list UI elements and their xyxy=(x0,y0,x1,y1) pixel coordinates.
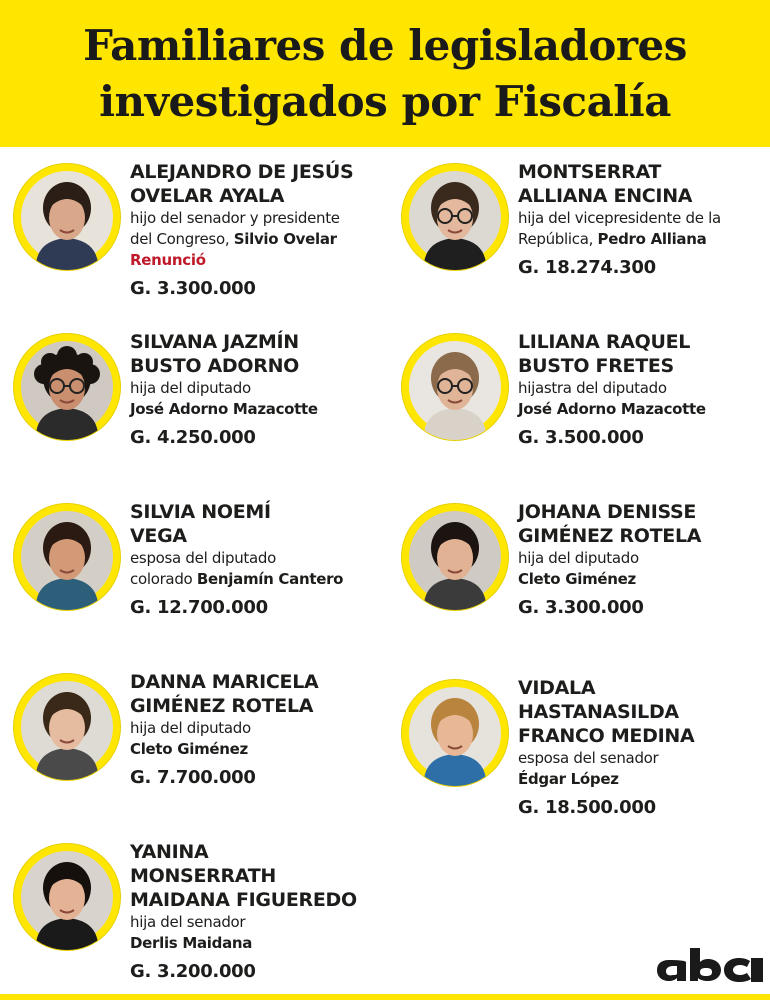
person-relation: hija del vicepresidente de la República, Pedro Alliana xyxy=(518,209,721,248)
person-amount: G. 3.300.000 xyxy=(518,597,644,618)
person-amount: G. 12.700.000 xyxy=(130,597,268,618)
person-relation: hija del senador Derlis Maidana xyxy=(130,913,253,952)
person-name: SILVIA NOEMÍ VEGA xyxy=(130,501,271,547)
person-card xyxy=(394,500,770,630)
person-name: YANINA MONSERRATH MAIDANA FIGUEREDO xyxy=(130,841,357,911)
person-name: JOHANA DENISSE GIMÉNEZ ROTELA xyxy=(518,501,702,547)
person-photo-icon xyxy=(14,334,120,440)
person-name: DANNA MARICELA GIMÉNEZ ROTELA xyxy=(130,671,319,717)
person-card xyxy=(6,840,386,990)
person-info xyxy=(130,840,386,984)
person-photo-icon xyxy=(14,164,120,270)
person-amount: G. 18.274.300 xyxy=(518,257,656,278)
person-amount: G. 3.300.000 xyxy=(130,278,256,299)
person-photo-icon xyxy=(402,680,508,786)
person-relation: hija del diputado José Adorno Mazacotte xyxy=(130,379,318,418)
person-relation: hijo del senador y presidente del Congreso, Silvio Ovelar xyxy=(130,209,340,248)
person-photo-icon xyxy=(402,334,508,440)
resignation-note: Renunció xyxy=(130,251,206,269)
person-name: LILIANA RAQUEL BUSTO FRETES xyxy=(518,331,691,377)
person-relation: hija del diputado Cleto Giménez xyxy=(518,549,639,588)
person-info xyxy=(130,500,386,620)
person-amount: G. 7.700.000 xyxy=(130,767,256,788)
person-info xyxy=(130,160,386,301)
person-photo-icon xyxy=(14,844,120,950)
person-info xyxy=(518,500,770,620)
person-amount: G. 18.500.000 xyxy=(518,797,656,818)
person-card xyxy=(6,160,386,310)
person-amount: G. 4.250.000 xyxy=(130,427,256,448)
header-banner xyxy=(0,0,770,147)
person-relation: hijastra del diputado José Adorno Mazacotte xyxy=(518,379,706,418)
bottom-accent-bar xyxy=(0,994,770,1000)
person-info xyxy=(130,670,386,790)
person-card xyxy=(6,330,386,460)
person-name: ALEJANDRO DE JESÚS OVELAR AYALA xyxy=(130,161,354,207)
person-info xyxy=(130,330,386,450)
person-relation: hija del diputado Cleto Giménez xyxy=(130,719,251,758)
person-relation: esposa del diputado colorado Benjamín Cantero xyxy=(130,549,344,588)
person-info xyxy=(518,676,770,820)
person-card xyxy=(394,160,770,290)
person-photo-icon xyxy=(402,504,508,610)
person-photo-icon xyxy=(402,164,508,270)
person-card xyxy=(6,500,386,630)
person-card xyxy=(6,670,386,800)
person-amount: G. 3.200.000 xyxy=(130,961,256,982)
person-amount: G. 3.500.000 xyxy=(518,427,644,448)
title-line-1: Familiares de legisladores xyxy=(83,20,687,70)
person-card xyxy=(394,330,770,460)
person-name: SILVANA JAZMÍN BUSTO ADORNO xyxy=(130,331,300,377)
person-name: MONTSERRAT ALLIANA ENCINA xyxy=(518,161,693,207)
abc-logo-icon xyxy=(655,946,763,988)
person-card xyxy=(394,676,770,826)
person-photo-icon xyxy=(14,674,120,780)
person-photo-icon xyxy=(14,504,120,610)
person-info xyxy=(518,160,770,280)
person-name: VIDALA HASTANASILDA FRANCO MEDINA xyxy=(518,677,695,747)
title-line-2: investigados por Fiscalía xyxy=(99,76,671,126)
person-relation: esposa del senador Édgar López xyxy=(518,749,659,788)
person-info xyxy=(518,330,770,450)
